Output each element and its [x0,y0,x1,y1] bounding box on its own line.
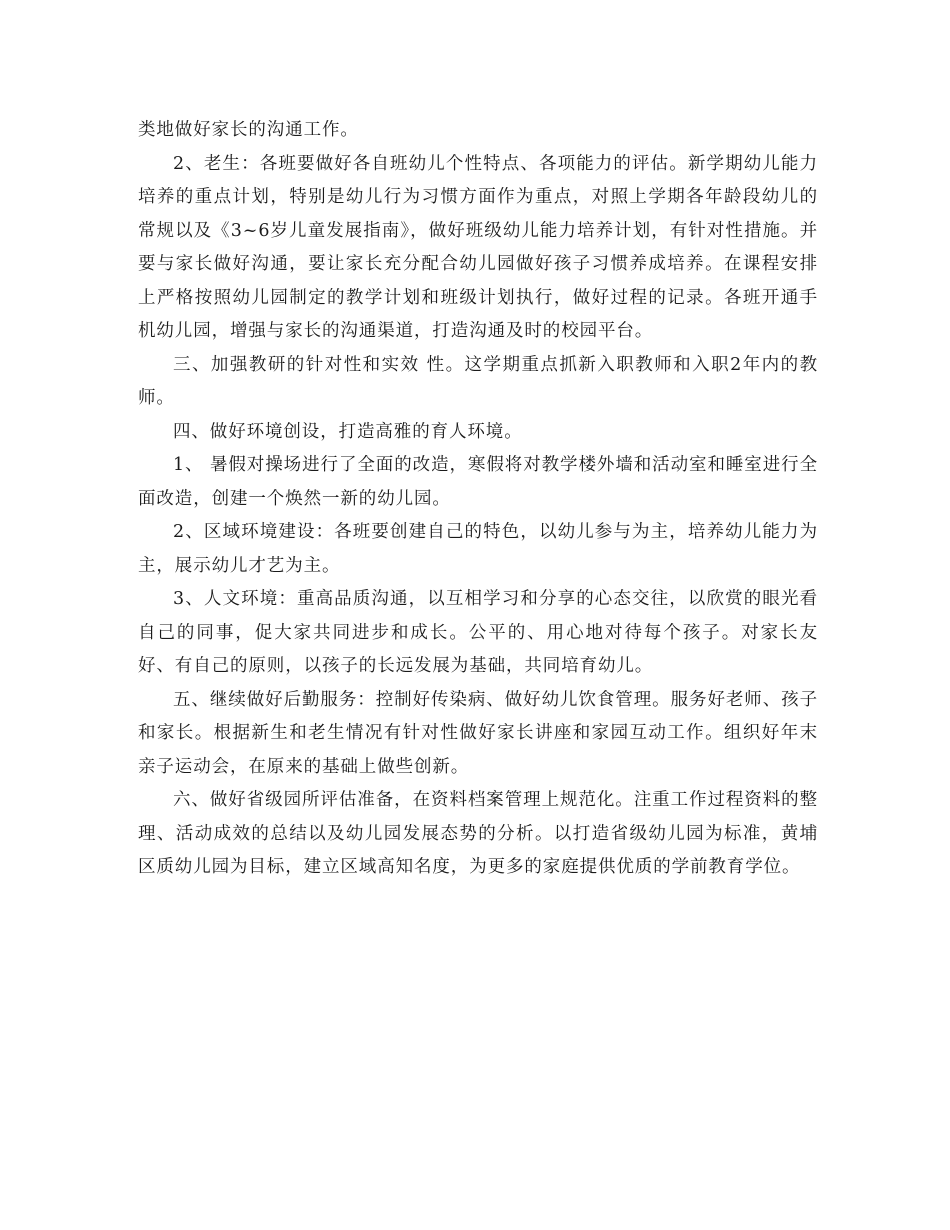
paragraph-continuation: 类地做好家长的沟通工作。 [138,120,359,140]
paragraph-evaluation: 六、做好省级园所评估准备，在资料档案管理上规范化。注重工作过程资料的整理、活动成效的总结以及幼儿园发展态势的分析。以打造省级幼儿园为标准，黄埔区质幼儿园为目标，建立区域高知名度，为更多的家庭提供优质的学前教育学位。 [138,790,818,877]
paragraph-teaching-research: 三、加强教研的针对性和实效 性。这学期重点抓新入职教师和入职2年内的教师。 [138,354,818,408]
paragraph-cultural-environment: 3、人文环境：重高品质沟通，以互相学习和分享的心态交往，以欣赏的眼光看自己的同事，促大家共同进步和成长。公平的、用心地对待每个孩子。对家长友好、有自己的原则，以孩子的长远发展为基础，共同培育幼儿。 [138,589,818,676]
paragraph-environment-heading: 四、做好环境创设，打造高雅的育人环境。 [173,421,523,442]
paragraph-regional-environment: 2、区域环境建设：各班要创建自己的特色，以幼儿参与为主，培养幼儿能力为主，展示幼儿才艺为主。 [138,522,818,576]
paragraph-old-students: 2、老生：各班要做好各自班幼儿个性特点、各项能力的评估。新学期幼儿能力培养的重点计划，特别是幼儿行为习惯方面作为重点，对照上学期各年龄段幼儿的常规以及《3~6岁儿童发展指南》，做好班级幼儿能力培养计划，有针对性措施。并要与家长做好沟通，要让家长充分配合幼儿园做好孩子习惯养成培养。在课程安排上严格按照幼儿园制定的教学计划和班级计划执行，做好过程的记录。各班开通手机幼儿园，增强与家长的沟通渠道，打造沟通及时的校园平台。 [138,153,818,341]
document-body [138,114,818,885]
paragraph-renovation: 1、 暑假对操场进行了全面的改造，寒假将对教学楼外墙和活动室和睡室进行全面改造，创建一个焕然一新的幼儿园。 [138,455,818,509]
paragraph-logistics: 五、继续做好后勤服务：控制好传染病、做好幼儿饮食管理。服务好老师、孩子和家长。根据新生和老生情况有针对性做好家长讲座和家园互动工作。组织好年末亲子运动会，在原来的基础上做些创新。 [138,689,818,777]
